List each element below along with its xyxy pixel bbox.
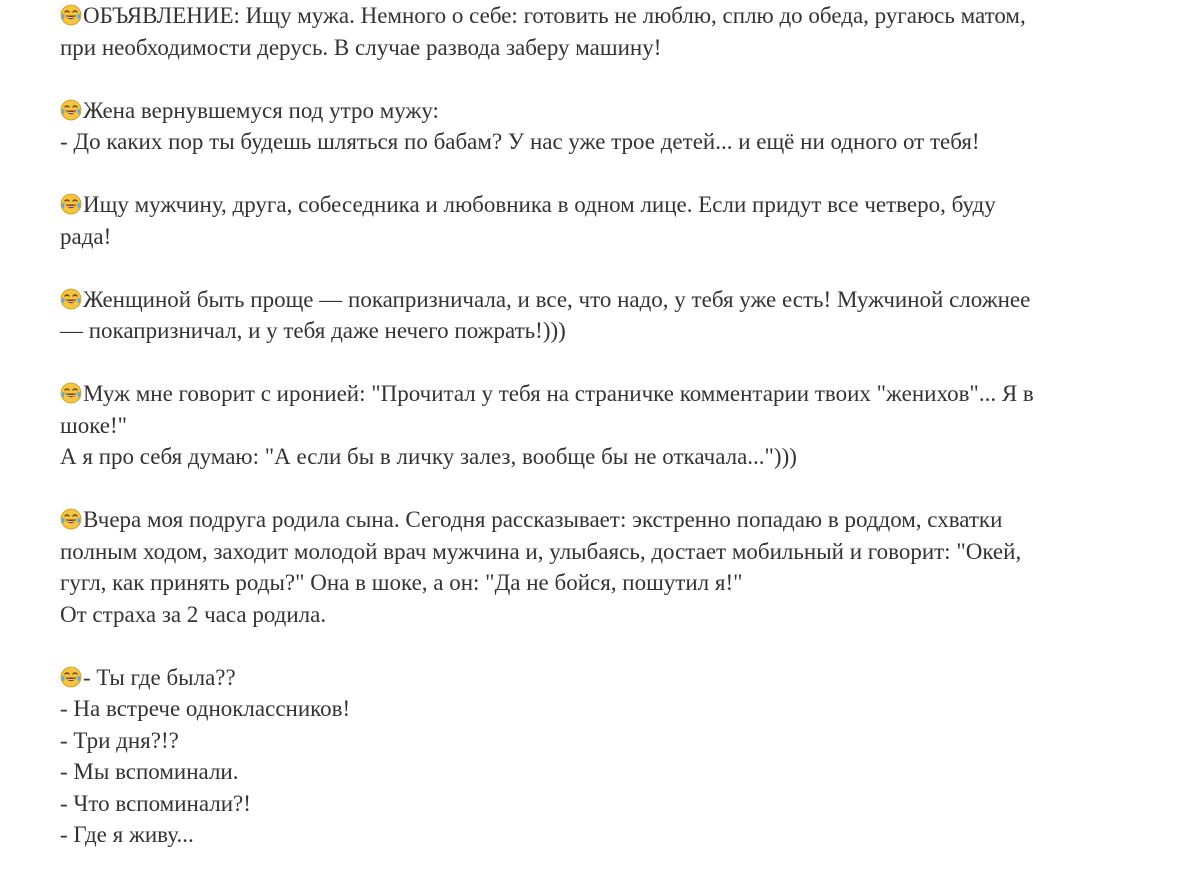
joke-post-6 (60, 504, 1140, 630)
face-with-tears-of-joy-icon (60, 193, 82, 215)
post-feed (60, 0, 1140, 882)
post-line: гугл, как принять роды?" Она в шоке, а он: "Да не бойся, пошутил я!" (60, 570, 743, 595)
joke-post-7 (60, 662, 1140, 851)
joke-post-3 (60, 189, 1140, 252)
post-line-text: Вчера моя подруга родила сына. Сегодня рассказывает: экстренно попадаю в роддом, схватки (83, 507, 1003, 532)
face-with-tears-of-joy-icon (60, 508, 82, 530)
post-line-text: Женщиной быть проще — покапризничала, и все, что надо, у тебя уже есть! Мужчиной сложнее (83, 286, 1031, 312)
post-line: - Что вспоминали?! (60, 790, 251, 816)
post-line: - До каких пор ты будешь шляться по бабам? У нас уже трое детей... и ещё ни одного от тебя! (60, 129, 980, 154)
face-with-tears-of-joy-icon (60, 382, 82, 404)
post-line (60, 662, 1140, 694)
face-with-tears-of-joy-icon (60, 666, 82, 688)
post-line (60, 95, 1140, 127)
joke-post-4 (60, 284, 1140, 347)
joke-post-1 (60, 0, 1140, 63)
post-line: - Три дня?!? (60, 727, 179, 753)
joke-post-2 (60, 95, 1140, 158)
post-line (60, 504, 1140, 536)
post-line: А я про себя думаю: "А если бы в личку залез, вообще бы не откачала..."))) (60, 444, 797, 469)
post-line: рада! (60, 223, 112, 249)
post-line: От страха за 2 часа родила. (60, 601, 327, 627)
post-line-text: - Ты где была?? (83, 664, 236, 690)
post-line (60, 378, 1140, 410)
post-line: полным ходом, заходит молодой врач мужчина и, улыбаясь, достает мобильный и говорит: "Окей, (60, 538, 1022, 564)
face-with-tears-of-joy-icon (60, 99, 82, 121)
post-line: - Мы вспоминали. (60, 759, 239, 784)
post-line-text: Муж мне говорит с иронией: "Прочитал у тебя на страничке комментарии твоих "женихов"... Я в (83, 381, 1034, 406)
joke-post-5 (60, 378, 1140, 473)
post-line (60, 284, 1140, 316)
post-line: шоке!" (60, 412, 128, 438)
post-line (60, 189, 1140, 221)
post-line-text: ОБЪЯВЛЕНИЕ: Ищу мужа. Немного о себе: готовить не люблю, сплю до обеда, ругаюсь матом, (83, 3, 1026, 28)
post-line-text: Ищу мужчину, друга, собеседника и любовника в одном лице. Если придут все четверо, буду (83, 192, 996, 217)
post-line-text: Жена вернувшемуся под утро мужу: (83, 97, 439, 123)
face-with-tears-of-joy-icon (60, 4, 82, 26)
post-line (60, 0, 1140, 32)
post-line: — покапризничал, и у тебя даже нечего пожрать!))) (60, 318, 566, 343)
post-line: при необходимости дерусь. В случае развода заберу машину! (60, 34, 662, 60)
post-line: - Где я живу... (60, 822, 194, 847)
post-line: - На встрече одноклассников! (60, 696, 351, 721)
face-with-tears-of-joy-icon (60, 288, 82, 310)
